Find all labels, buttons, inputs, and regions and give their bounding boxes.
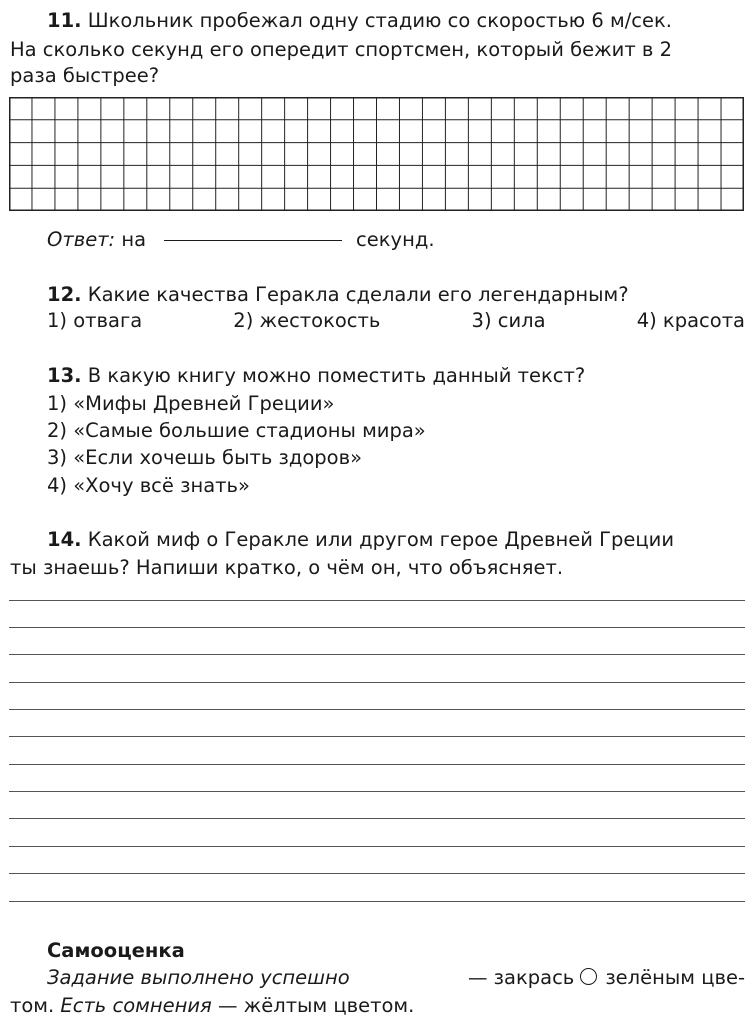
green-color-text: зелёным цве- bbox=[605, 966, 745, 989]
writing-line[interactable] bbox=[9, 600, 745, 601]
q13-option-2[interactable]: 2) «Самые большие стадионы мира» bbox=[47, 419, 426, 442]
writing-line[interactable] bbox=[9, 818, 745, 819]
writing-line[interactable] bbox=[9, 846, 745, 847]
writing-line[interactable] bbox=[9, 682, 745, 683]
q12-number: 12. bbox=[47, 283, 82, 306]
q13-number: 13. bbox=[47, 364, 82, 387]
doubt-phrase: Есть сомнения bbox=[60, 994, 212, 1017]
q11-number: 11. bbox=[47, 9, 82, 32]
writing-line[interactable] bbox=[9, 791, 745, 792]
self-assessment-heading: Самооценка bbox=[47, 939, 185, 962]
q13-option-1[interactable]: 1) «Мифы Древней Греции» bbox=[47, 392, 335, 415]
q12-option-2[interactable]: 2) жестокость bbox=[233, 309, 381, 332]
answer-blank[interactable] bbox=[164, 240, 342, 241]
q13-option-3[interactable]: 3) «Если хочешь быть здоров» bbox=[47, 446, 363, 469]
writing-line[interactable] bbox=[9, 736, 745, 737]
answer-grid[interactable] bbox=[9, 97, 744, 211]
writing-line[interactable] bbox=[9, 654, 745, 655]
yellow-instruction: — жёлтым цветом. bbox=[217, 994, 415, 1017]
q12-option-1[interactable]: 1) отвага bbox=[47, 309, 143, 332]
q13-text: В какую книгу можно поместить данный текст? bbox=[87, 364, 586, 387]
answer-label: Ответ: bbox=[47, 228, 116, 251]
q11-answer-line bbox=[47, 226, 435, 254]
fill-instruction bbox=[468, 964, 745, 992]
writing-line[interactable] bbox=[9, 709, 745, 710]
line2-prefix: том. bbox=[10, 994, 55, 1017]
self-assessment-line1 bbox=[47, 964, 745, 992]
circle-icon[interactable] bbox=[580, 968, 597, 985]
success-phrase: Задание выполнено успешно bbox=[47, 966, 350, 989]
q12-option-4[interactable]: 4) красота bbox=[636, 309, 745, 332]
q12-options bbox=[47, 307, 745, 335]
q12-question bbox=[47, 281, 745, 309]
q12-option-3[interactable]: 3) сила bbox=[471, 309, 546, 332]
q14-line1 bbox=[47, 526, 745, 554]
q13-question bbox=[47, 362, 745, 390]
q14-line2: ты знаешь? Напиши кратко, о чём он, что объясняет. bbox=[10, 556, 564, 579]
q11-line1 bbox=[47, 7, 745, 35]
self-assessment-line2 bbox=[10, 992, 745, 1020]
writing-line[interactable] bbox=[9, 764, 745, 765]
q11-line2: На сколько секунд его опередит спортсмен, который бежит в 2 bbox=[10, 38, 672, 61]
q13-option-4[interactable]: 4) «Хочу всё знать» bbox=[47, 474, 250, 497]
answer-suffix: секунд. bbox=[356, 228, 435, 251]
fill-instruction-text: — закрась bbox=[467, 966, 575, 989]
q12-text: Какие качества Геракла сделали его легендарным? bbox=[87, 283, 629, 306]
writing-line[interactable] bbox=[9, 627, 745, 628]
q14-number: 14. bbox=[47, 528, 82, 551]
answer-prefix: на bbox=[121, 228, 147, 251]
writing-line[interactable] bbox=[9, 873, 745, 874]
q11-line3: раза быстрее? bbox=[10, 64, 160, 87]
writing-line[interactable] bbox=[9, 901, 745, 902]
q14-text1: Какой миф о Геракле или другом герое Древней Греции bbox=[87, 528, 675, 551]
q11-text1: Школьник пробежал одну стадию со скоростью 6 м/сек. bbox=[87, 9, 672, 32]
